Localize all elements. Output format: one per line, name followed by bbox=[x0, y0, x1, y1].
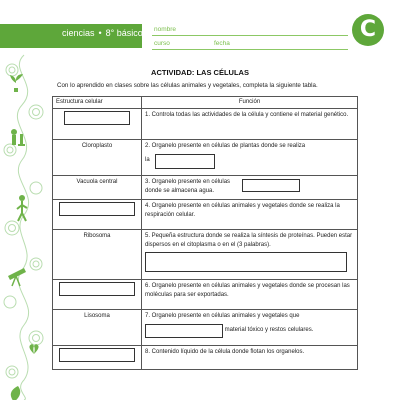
function-cell: 4. Organelo presente en células animales y vegetales donde se realiza la respiración celular. bbox=[142, 200, 358, 230]
answer-box-structure-1[interactable] bbox=[64, 111, 130, 125]
function-cell bbox=[142, 230, 358, 280]
function-text: 7. Organelo presente en células animales y vegetales que bbox=[145, 313, 300, 319]
function-text: 3. Organelo presente en células donde se almacena agua. bbox=[145, 179, 231, 194]
name-field[interactable] bbox=[152, 35, 348, 36]
answer-box-function-7[interactable] bbox=[145, 324, 223, 338]
table-row bbox=[53, 140, 358, 176]
table-row bbox=[53, 200, 358, 230]
structure-cell bbox=[53, 280, 142, 310]
function-suffix: material tóxico y restos celulares. bbox=[224, 326, 314, 333]
course-label: curso bbox=[154, 40, 170, 47]
scientist-icon bbox=[11, 129, 17, 135]
structure-cell bbox=[53, 200, 142, 230]
activity-title: ACTIVIDAD: LAS CÉLULAS bbox=[151, 68, 249, 77]
function-prefix: la bbox=[145, 157, 150, 164]
function-cell: 6. Organelo presente en células animales y vegetales donde se procesan las moléculas para ser exportadas. bbox=[142, 280, 358, 310]
answer-box-function-2[interactable] bbox=[155, 154, 215, 169]
student-info-form bbox=[142, 14, 350, 50]
table-header-row bbox=[53, 97, 358, 109]
instructions: Con lo aprendido en clases sobre las células animales y vegetales, completa la siguiente tabla. bbox=[57, 82, 318, 89]
structure-cell bbox=[53, 109, 142, 140]
answer-box-structure-6[interactable] bbox=[59, 282, 135, 296]
decorative-sidebar bbox=[0, 50, 48, 400]
structure-cell: Lisosoma bbox=[53, 310, 142, 346]
course-date-field[interactable] bbox=[152, 49, 348, 50]
leaf-icon bbox=[11, 386, 20, 400]
function-cell bbox=[142, 140, 358, 176]
function-text: 5. Pequeña estructura donde se realiza la síntesis de proteínas. Pueden estar dispersos en el citoplasma o en el (3 palabras). bbox=[145, 233, 353, 248]
butterfly-icon bbox=[29, 344, 38, 354]
person-icon bbox=[19, 195, 25, 201]
header bbox=[0, 0, 400, 50]
table-row bbox=[53, 310, 358, 346]
table-row bbox=[53, 346, 358, 370]
table-row bbox=[53, 109, 358, 140]
subject-label bbox=[62, 28, 143, 38]
table-row bbox=[53, 230, 358, 280]
answer-box-function-5[interactable] bbox=[145, 252, 347, 272]
answer-box-structure-8[interactable] bbox=[59, 348, 135, 362]
name-label: nombre bbox=[154, 26, 177, 33]
grade-badge: C bbox=[352, 14, 384, 46]
column-header-function: Función bbox=[142, 97, 358, 109]
structure-cell bbox=[53, 346, 142, 370]
separator-dot: • bbox=[98, 28, 102, 38]
grade-level: 8° básico bbox=[105, 28, 143, 38]
answer-box-structure-4[interactable] bbox=[59, 202, 135, 216]
column-header-structure: Estructura celular bbox=[53, 97, 142, 109]
table-row bbox=[53, 176, 358, 200]
table-row bbox=[53, 280, 358, 310]
function-cell: 1. Controla todas las actividades de la célula y contiene el material genético. bbox=[142, 109, 358, 140]
function-cell bbox=[142, 176, 358, 200]
cell-structures-table bbox=[52, 96, 358, 370]
subject-name: ciencias bbox=[62, 28, 95, 38]
structure-cell: Vacuola central bbox=[53, 176, 142, 200]
date-label: fecha bbox=[214, 40, 230, 47]
function-cell bbox=[142, 310, 358, 346]
answer-box-function-3[interactable] bbox=[242, 179, 300, 192]
structure-cell: Cloroplasto bbox=[53, 140, 142, 176]
structure-cell: Ribosoma bbox=[53, 230, 142, 280]
function-text: 2. Organelo presente en células de plantas donde se realiza bbox=[145, 143, 306, 149]
function-cell: 8. Contenido líquido de la célula donde flotan los organelos. bbox=[142, 346, 358, 370]
